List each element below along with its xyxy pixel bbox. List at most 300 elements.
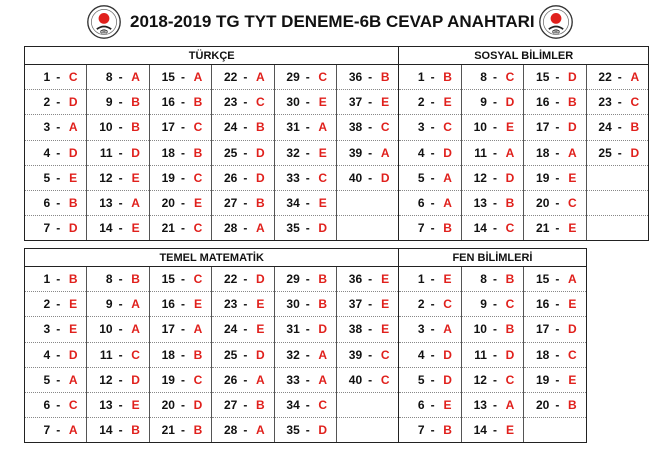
question-number: 4 [43, 347, 51, 362]
answer-cell [149, 115, 211, 140]
question-number: 10 [99, 120, 113, 135]
answer-cell [274, 418, 336, 443]
separator: - [305, 70, 310, 85]
answer-letter: D [68, 145, 78, 160]
answer-letter: D [568, 120, 577, 135]
separator: - [243, 423, 248, 438]
separator: - [492, 322, 497, 337]
answer-cell [524, 317, 586, 342]
question-number: 14 [99, 423, 113, 438]
answer-letter: A [318, 347, 328, 362]
answer-letter: A [68, 423, 78, 438]
separator: - [243, 297, 248, 312]
answer-letter: B [68, 272, 78, 287]
answer-cell [399, 90, 461, 115]
answer-letter: C [380, 347, 390, 362]
answer-cell [25, 367, 87, 392]
separator: - [56, 272, 61, 287]
question-number: 20 [161, 398, 175, 413]
answer-cell [586, 165, 648, 190]
question-number: 5 [43, 170, 51, 185]
separator: - [243, 170, 248, 185]
answer-letter: A [68, 120, 78, 135]
answer-letter: E [318, 95, 327, 110]
question-number: 11 [99, 145, 113, 160]
answer-cell [87, 342, 149, 367]
question-number: 28 [224, 221, 238, 236]
answer-cell [461, 317, 523, 342]
separator: - [118, 221, 123, 236]
answer-letter: B [443, 70, 452, 85]
separator: - [492, 272, 497, 287]
answer-cell [524, 115, 586, 140]
answer-letter: E [568, 372, 577, 387]
answer-letter: A [256, 70, 265, 85]
question-number: 6 [417, 398, 425, 413]
answer-letter: D [568, 322, 577, 337]
question-number: 25 [224, 145, 238, 160]
answer-cell [524, 190, 586, 215]
question-number: 21 [161, 423, 175, 438]
question-number: 14 [473, 423, 487, 438]
answer-cell [87, 165, 149, 190]
question-number: 25 [598, 145, 612, 160]
answer-cell [274, 90, 336, 115]
answer-cell [274, 115, 336, 140]
answer-letter: A [131, 297, 140, 312]
answer-letter: B [568, 95, 577, 110]
answer-letter: B [505, 196, 515, 211]
question-number: 2 [417, 297, 425, 312]
answer-cell [87, 292, 149, 317]
separator: - [430, 297, 435, 312]
question-number: 19 [536, 170, 550, 185]
answer-letter: B [68, 196, 78, 211]
answer-cell [25, 342, 87, 367]
answer-cell [336, 342, 398, 367]
answer-cell [336, 165, 398, 190]
answer-cell [25, 392, 87, 417]
answer-letter: D [630, 145, 640, 160]
answer-letter: D [256, 347, 265, 362]
answer-letter: C [505, 221, 515, 236]
question-number: 15 [161, 272, 175, 287]
answer-cell [25, 115, 87, 140]
separator: - [56, 322, 61, 337]
question-number: 18 [536, 347, 550, 362]
separator: - [305, 196, 310, 211]
separator: - [368, 272, 373, 287]
answer-letter: A [568, 272, 577, 287]
answer-letter: B [193, 95, 203, 110]
answer-cell [212, 90, 274, 115]
answer-letter: E [69, 170, 78, 185]
separator: - [243, 221, 248, 236]
answer-cell [461, 65, 523, 90]
question-number: 4 [43, 145, 51, 160]
answer-letter: E [381, 272, 390, 287]
answer-letter: A [193, 70, 203, 85]
question-number: 4 [417, 347, 425, 362]
question-number: 19 [161, 372, 175, 387]
answer-letter: C [68, 398, 78, 413]
question-number: 36 [348, 272, 363, 287]
answer-cell [336, 190, 398, 215]
separator: - [243, 120, 248, 135]
separator: - [430, 170, 435, 185]
answer-cell [212, 65, 274, 90]
separator: - [305, 95, 310, 110]
question-number: 24 [224, 120, 238, 135]
question-number: 1 [43, 70, 51, 85]
answer-letter: C [318, 70, 328, 85]
question-number: 16 [161, 95, 175, 110]
separator: - [56, 423, 61, 438]
answer-letter: A [318, 120, 328, 135]
separator: - [305, 221, 310, 236]
answer-letter: D [193, 398, 203, 413]
answer-letter: B [131, 95, 140, 110]
separator: - [305, 297, 310, 312]
answer-letter: B [318, 272, 328, 287]
question-number: 14 [473, 221, 487, 236]
separator: - [492, 70, 497, 85]
question-number: 13 [473, 398, 487, 413]
answer-cell [212, 317, 274, 342]
question-number: 34 [286, 398, 300, 413]
question-number: 9 [105, 95, 113, 110]
section-title: FEN BİLİMLERİ [399, 249, 586, 267]
separator: - [180, 95, 185, 110]
answer-letter: B [443, 423, 452, 438]
question-number: 2 [43, 297, 51, 312]
question-number: 33 [286, 372, 300, 387]
answer-letter: A [68, 372, 78, 387]
separator: - [368, 347, 373, 362]
answer-letter: B [443, 221, 452, 236]
answer-letter: C [193, 272, 203, 287]
answer-cell [25, 216, 87, 241]
question-number: 16 [536, 95, 550, 110]
separator: - [555, 196, 560, 211]
separator: - [243, 347, 248, 362]
answer-letter: C [193, 120, 203, 135]
separator: - [555, 272, 560, 287]
answer-cell [25, 65, 87, 90]
question-number: 17 [161, 120, 175, 135]
separator: - [56, 70, 61, 85]
separator: - [56, 196, 61, 211]
separator: - [243, 322, 248, 337]
svg-text:db: db [552, 28, 560, 36]
question-number: 4 [417, 145, 425, 160]
separator: - [180, 170, 185, 185]
question-number: 10 [473, 322, 487, 337]
answer-cell [87, 418, 149, 443]
separator: - [305, 145, 310, 160]
header [0, 0, 670, 44]
answer-cell [149, 292, 211, 317]
separator: - [118, 423, 123, 438]
question-number: 3 [417, 322, 425, 337]
answer-cell [149, 216, 211, 241]
separator: - [305, 398, 310, 413]
answer-cell [399, 392, 461, 417]
answer-letter: E [568, 221, 577, 236]
question-number: 16 [536, 297, 550, 312]
question-number: 20 [536, 398, 550, 413]
svg-text:db: db [100, 28, 108, 36]
answer-letter: C [256, 95, 265, 110]
answer-cell [274, 165, 336, 190]
answer-cell [212, 292, 274, 317]
answer-cell [274, 367, 336, 392]
answer-letter: C [193, 221, 203, 236]
question-number: 6 [43, 398, 51, 413]
section-title: SOSYAL BİLİMLER [399, 47, 649, 65]
separator: - [56, 170, 61, 185]
separator: - [56, 372, 61, 387]
answer-letter: E [193, 297, 202, 312]
answer-cell [461, 267, 523, 292]
answer-letter: C [193, 372, 203, 387]
answer-letter: C [568, 196, 577, 211]
question-number: 12 [99, 170, 113, 185]
separator: - [243, 145, 248, 160]
separator: - [56, 145, 61, 160]
answer-cell [25, 165, 87, 190]
answer-cell [586, 190, 648, 215]
answer-letter: B [318, 297, 328, 312]
separator: - [555, 398, 560, 413]
separator: - [430, 95, 435, 110]
answer-letter: E [505, 120, 514, 135]
separator: - [492, 196, 497, 211]
question-number: 5 [417, 372, 425, 387]
separator: - [368, 145, 373, 160]
question-number: 17 [161, 322, 175, 337]
separator: - [305, 423, 310, 438]
answer-cell [399, 317, 461, 342]
answer-cell [399, 267, 461, 292]
answer-cell [87, 65, 149, 90]
answer-cell [524, 267, 586, 292]
answer-letter: B [193, 423, 203, 438]
answer-letter: C [505, 297, 515, 312]
answer-letter: E [443, 95, 452, 110]
question-number: 7 [43, 423, 51, 438]
separator: - [617, 120, 622, 135]
separator: - [180, 398, 185, 413]
answer-letter: E [443, 272, 452, 287]
question-number: 3 [43, 120, 51, 135]
answer-cell [274, 267, 336, 292]
answer-letter: B [256, 120, 265, 135]
section-title: TÜRKÇE [25, 47, 399, 65]
question-number: 1 [43, 272, 51, 287]
answer-letter: E [131, 221, 140, 236]
answer-cell [87, 367, 149, 392]
separator: - [118, 120, 123, 135]
question-number: 22 [224, 272, 238, 287]
answer-cell [149, 392, 211, 417]
answer-cell [149, 140, 211, 165]
separator: - [555, 221, 560, 236]
question-number: 15 [161, 70, 175, 85]
answer-cell [399, 292, 461, 317]
answer-letter: D [443, 372, 452, 387]
answer-cell [524, 65, 586, 90]
separator: - [430, 196, 435, 211]
question-number: 23 [598, 95, 612, 110]
section-title: TEMEL MATEMATİK [25, 249, 399, 267]
answer-cell [212, 418, 274, 443]
answer-letter: E [381, 95, 390, 110]
question-number: 19 [161, 170, 175, 185]
answer-cell [149, 418, 211, 443]
separator: - [180, 221, 185, 236]
question-number: 1 [417, 70, 425, 85]
answer-letter: E [69, 297, 78, 312]
answer-cell [87, 317, 149, 342]
separator: - [305, 120, 310, 135]
separator: - [180, 196, 185, 211]
separator: - [492, 297, 497, 312]
question-number: 24 [224, 322, 238, 337]
answer-letter: E [69, 322, 78, 337]
separator: - [180, 372, 185, 387]
answer-cell [336, 367, 398, 392]
answer-letter: E [505, 423, 514, 438]
separator: - [430, 272, 435, 287]
answer-letter: E [568, 170, 577, 185]
answer-letter: B [505, 272, 515, 287]
answer-letter: B [256, 398, 265, 413]
answer-cell [461, 292, 523, 317]
separator: - [243, 372, 248, 387]
question-number: 19 [536, 372, 550, 387]
answer-letter: B [568, 398, 577, 413]
answer-letter: D [131, 372, 140, 387]
answer-cell [274, 342, 336, 367]
answer-cell [212, 342, 274, 367]
answer-letter: B [193, 347, 203, 362]
separator: - [430, 322, 435, 337]
question-number: 10 [473, 120, 487, 135]
answer-letter: D [568, 70, 577, 85]
school-logo-left [86, 4, 122, 40]
answer-letter: E [568, 297, 577, 312]
question-number: 34 [286, 196, 300, 211]
question-number: 11 [99, 347, 113, 362]
answer-letter: B [131, 423, 140, 438]
separator: - [617, 95, 622, 110]
answer-cell [336, 65, 398, 90]
separator: - [305, 272, 310, 287]
answer-cell [524, 342, 586, 367]
question-number: 39 [348, 347, 363, 362]
separator: - [56, 120, 61, 135]
answer-cell [274, 140, 336, 165]
separator: - [305, 170, 310, 185]
separator: - [430, 423, 435, 438]
answer-cell [149, 190, 211, 215]
separator: - [368, 95, 373, 110]
answer-letter: D [318, 423, 328, 438]
answer-cell [399, 165, 461, 190]
question-number: 7 [417, 221, 425, 236]
answer-cell [524, 418, 586, 443]
answer-cell [149, 367, 211, 392]
answer-letter: A [318, 372, 328, 387]
answer-cell [25, 190, 87, 215]
question-number: 15 [536, 70, 550, 85]
answer-cell [25, 292, 87, 317]
answer-cell [461, 216, 523, 241]
question-number: 12 [99, 372, 113, 387]
answer-letter: C [630, 95, 640, 110]
answer-cell [461, 165, 523, 190]
answer-cell [212, 165, 274, 190]
answer-cell [149, 165, 211, 190]
answer-letter: D [443, 347, 452, 362]
question-number: 12 [473, 170, 487, 185]
question-number: 23 [224, 297, 238, 312]
answer-letter: B [131, 120, 140, 135]
answer-key-table-bottom [24, 248, 587, 443]
separator: - [118, 70, 123, 85]
question-number: 11 [474, 145, 487, 160]
answer-cell [586, 90, 648, 115]
answer-cell [336, 292, 398, 317]
question-number: 17 [536, 322, 550, 337]
answer-letter: C [68, 70, 78, 85]
separator: - [118, 398, 123, 413]
question-number: 16 [161, 297, 175, 312]
answer-cell [274, 190, 336, 215]
answer-letter: E [443, 398, 452, 413]
answer-cell [212, 140, 274, 165]
separator: - [368, 120, 373, 135]
question-number: 9 [480, 95, 487, 110]
answer-letter: D [256, 272, 265, 287]
separator: - [56, 347, 61, 362]
answer-letter: D [318, 221, 328, 236]
answer-letter: A [256, 221, 265, 236]
question-number: 31 [286, 120, 300, 135]
answer-cell [25, 317, 87, 342]
separator: - [243, 95, 248, 110]
separator: - [555, 120, 560, 135]
answer-cell [336, 392, 398, 417]
answer-cell [87, 190, 149, 215]
answer-cell [336, 216, 398, 241]
separator: - [555, 170, 560, 185]
question-number: 38 [348, 322, 363, 337]
question-number: 14 [99, 221, 113, 236]
answer-cell [25, 90, 87, 115]
answer-cell [87, 115, 149, 140]
separator: - [368, 372, 373, 387]
answer-letter: C [443, 120, 452, 135]
answer-letter: B [256, 196, 265, 211]
separator: - [555, 70, 560, 85]
separator: - [368, 297, 373, 312]
separator: - [492, 120, 497, 135]
answer-letter: C [443, 297, 452, 312]
question-number: 5 [417, 170, 425, 185]
question-number: 10 [99, 322, 113, 337]
